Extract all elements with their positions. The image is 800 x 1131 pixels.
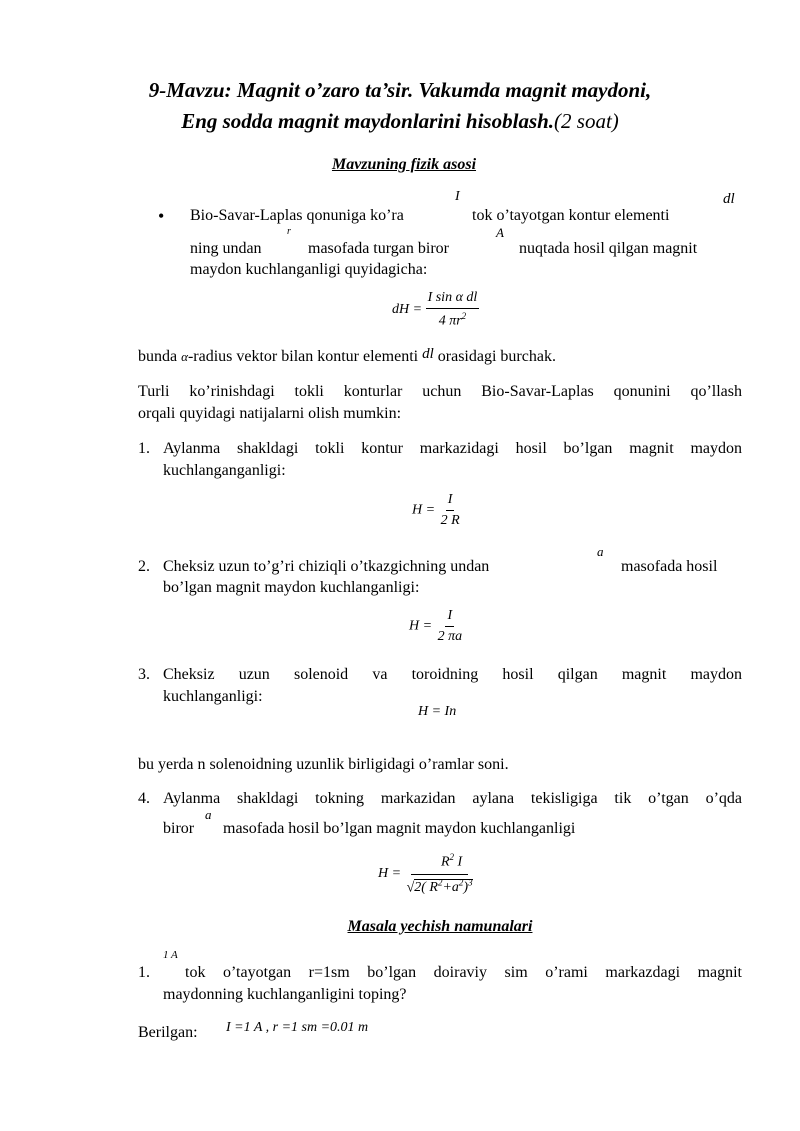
item4-text xyxy=(163,788,742,844)
symbol-dl: dl xyxy=(723,191,735,207)
bullet-line-2b: masofada turgan biror xyxy=(308,240,449,257)
formula-item2 xyxy=(409,608,464,645)
item1-line-2: kuchlanganganligi: xyxy=(163,462,286,479)
bunda-text-c: orasidagi burchak. xyxy=(437,348,556,365)
berilgan-label: Berilgan: xyxy=(138,1024,198,1041)
formula-item4-denominator: 2( R xyxy=(414,880,438,896)
symbol-I: I xyxy=(455,189,460,204)
item2-line-1a: Cheksiz uzun to’g’ri chiziqli o’tkazgichning undan xyxy=(163,558,490,575)
item4-line-1: Aylanma shakldagi tokning markazidan aylana tekisligiga tik o’tgan o’qda xyxy=(163,790,742,807)
buyerda-line: bu yerda n solenoidning uzunlik birligidagi o’ramlar soni. xyxy=(138,756,509,773)
symbol-alpha: α xyxy=(181,349,188,364)
item4-number: 4. xyxy=(138,790,150,807)
formula-dH: dH = $\frac{\text{I sin α dl}}{4 \pi r^2}$ xyxy=(392,290,478,329)
bullet-line-3: maydon kuchlanganligi quyidagicha: xyxy=(190,261,428,278)
symbol-dl-2: dl xyxy=(422,346,434,362)
formula-item2-lhs: H = xyxy=(409,618,433,634)
section-heading-fizik-asosi: Mavzuning fizik asosi xyxy=(331,156,477,173)
problem1-line-1-text: tok o’tayotgan r=1sm bo’lgan doiraviy sim o’rami markazdagi magnit xyxy=(185,964,742,981)
title-line-2 xyxy=(0,109,800,134)
formula-dH-denominator: 4 πr xyxy=(438,313,462,329)
problem1-symbol: 1 A xyxy=(163,949,178,961)
bullet-line-2a: ning undan xyxy=(190,240,262,257)
bullet-line-1a: Bio-Savar-Laplas qonuniga ko’ra xyxy=(190,207,404,224)
problem1-number: 1. xyxy=(138,964,150,981)
item1-number: 1. xyxy=(138,440,150,457)
sqrt-symbol: √ xyxy=(406,880,415,896)
berilgan-value: I =1 A , r =1 sm =0.01 m xyxy=(226,1020,369,1035)
item2-line-1b: masofada hosil xyxy=(621,558,718,575)
title-duration: (2 soat) xyxy=(554,109,619,133)
problem1-line-2: maydonning kuchlanganligini toping? xyxy=(163,986,407,1003)
bunda-line xyxy=(138,346,556,368)
item2-number: 2. xyxy=(138,558,150,575)
formula-item4-numerator: R xyxy=(440,854,450,870)
bullet-line-1b: tok o’tayotgan kontur elementi xyxy=(472,207,670,224)
turli-line-1: Turli ko’rinishdagi tokli konturlar uchun Bio-Savar-Laplas qonunini qo’llash xyxy=(138,383,742,400)
page-title xyxy=(0,78,800,134)
symbol-a: a xyxy=(597,544,604,559)
formula-item4-lhs: H = xyxy=(378,866,402,882)
item3-number: 3. xyxy=(138,666,150,683)
item3-line-1: Cheksiz uzun solenoid va toroidning hosil qilgan magnit maydon xyxy=(163,666,742,683)
section-heading-masala: Masala yechish namunalari xyxy=(347,918,533,935)
bullet-marker: • xyxy=(158,206,165,226)
symbol-A: A xyxy=(496,225,504,240)
formula-item1-lhs: H = xyxy=(412,502,436,518)
title-line-2-text: Eng sodda magnit maydonlarini hisoblash. xyxy=(181,109,555,133)
turli-paragraph xyxy=(138,381,742,425)
formula-item4: H = $\frac{R^2 I}{√2( R^2+a^2)^3}$ xyxy=(378,852,473,896)
turli-line-2: orqali quyidagi natijalarni olish mumkin: xyxy=(138,405,402,422)
item3-line-2: kuchlanganligi: xyxy=(163,688,263,705)
formula-item1 xyxy=(412,492,462,529)
formula-item2-numerator: I xyxy=(445,608,454,627)
formula-dH-numerator: I sin α dl xyxy=(426,290,480,309)
item3-text xyxy=(163,664,742,708)
bullet-paragraph xyxy=(190,189,742,285)
item4-line-2b: masofada hosil bo’lgan magnit maydon kuchlanganligi xyxy=(223,820,576,837)
item4-line-2a: biror xyxy=(163,820,195,837)
formula-dH-lhs: dH = xyxy=(392,301,423,317)
bunda-text-a: bunda xyxy=(138,348,178,365)
symbol-r: r xyxy=(287,226,291,237)
item2-line-2: bo’lgan magnit maydon kuchlanganligi: xyxy=(163,579,420,596)
problem1-line-1 xyxy=(185,962,742,984)
title-line-1: 9-Mavzu: Magnit o’zaro ta’sir. Vakumda magnit maydoni, xyxy=(148,78,652,102)
item1-text xyxy=(163,438,742,482)
formula-item4-numerator-exp: 2 xyxy=(449,852,455,862)
formula-item2-denominator: 2 πa xyxy=(437,629,463,644)
bullet-line-2c: nuqtada hosil qilgan magnit xyxy=(519,240,698,257)
formula-item3: H = In xyxy=(418,704,457,719)
bunda-text-b: -radius vektor bilan kontur elementi xyxy=(187,348,419,365)
item2-text xyxy=(163,540,742,600)
formula-item4-numerator-tail: I xyxy=(454,854,463,870)
symbol-a-2: a xyxy=(205,807,212,822)
formula-item1-numerator: I xyxy=(446,492,455,511)
item1-line-1: Aylanma shakldagi tokli kontur markazidagi hosil bo’lgan magnit maydon xyxy=(163,440,742,457)
formula-item1-denominator: 2 R xyxy=(440,513,460,528)
